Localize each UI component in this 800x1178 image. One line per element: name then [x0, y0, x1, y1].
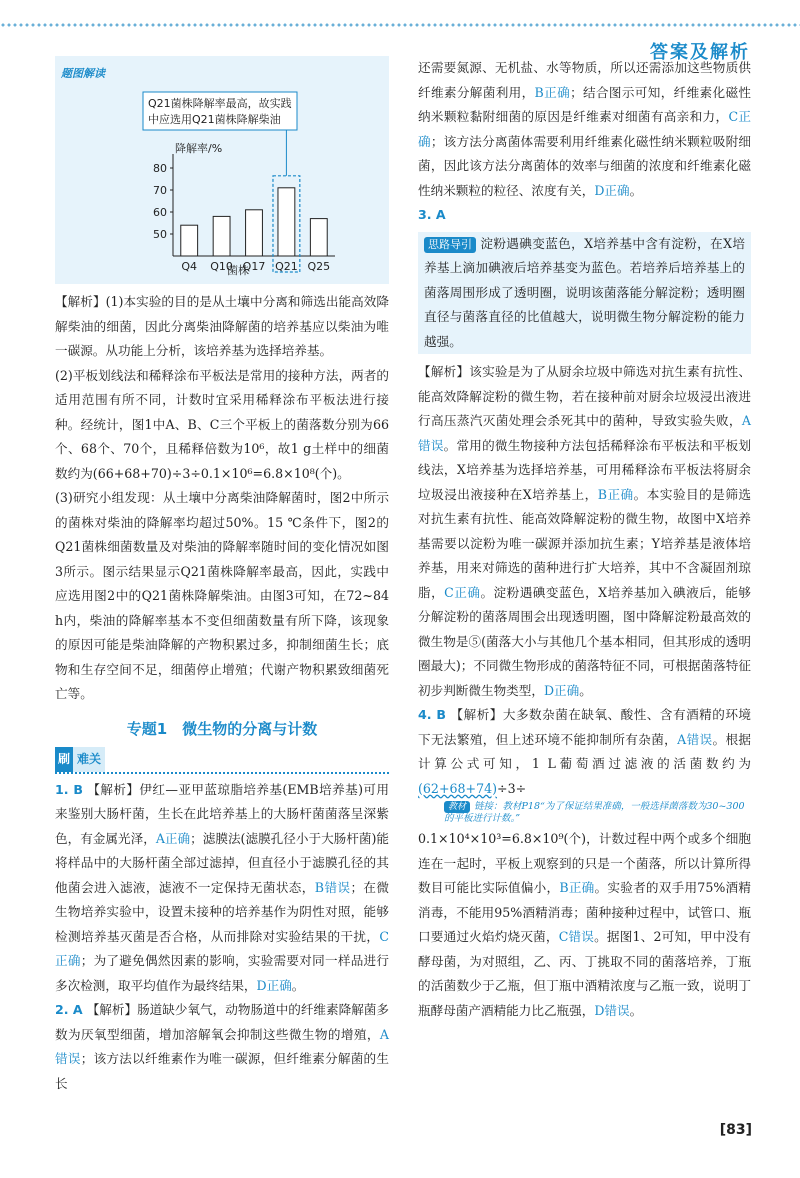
q1-verdict-c: C正确	[55, 928, 389, 968]
q4-formula: (62+68+74)	[418, 780, 498, 796]
q4-text-e: 。实验者的双手用75%酒精消毒，不能用95%酒精消毒；菌种接种过程中，试管口、瓶口要通过火焰灼烧灭菌，	[418, 880, 751, 944]
y-tick-label: 60	[153, 206, 167, 219]
question-1	[55, 778, 389, 999]
y-axis-label: 降解率/%	[175, 142, 223, 155]
r1-verdict-c: C正确	[418, 109, 752, 149]
banner-key: 刷	[55, 747, 73, 772]
q3-answer: 3. A	[418, 207, 446, 222]
right-column	[418, 56, 751, 1023]
question-4-continued	[418, 827, 751, 1023]
x-tick-label: Q10	[210, 260, 233, 273]
analysis-p1: 【解析】(1)本实验的目的是从土壤中分离和筛选出能高效降解柴油的细菌，因此分离柴油降解菌的培养基应以柴油为唯一碳源。从功能上分析，该培养基为选择培养基。	[55, 294, 389, 358]
callout-line-2: 中应选用Q21菌株降解柴油	[148, 113, 281, 126]
q4-verdict-b: B正确	[559, 880, 595, 895]
r1-text-a: 还需要氮源、无机盐、水等物质，所以还需添加这些物质供纤维素分解菌利用，	[418, 60, 751, 100]
guide-tag: 思路导引	[424, 237, 476, 253]
q3-verdict-a: A错误	[418, 413, 751, 453]
analysis-p3: (3)研究小组发现：从土壤中分离柴油降解菌时，图2中所示的菌株对柴油的降解率均超过50%。15 ℃条件下，图2的Q21菌株细菌数量及对柴油的降解率随时间的变化情况如图3所示。图示结果显示Q21菌株降解率最高，因此，实践中应选用图2中的Q21菌株降解柴油。由图3可知，在72~84 h内，柴油的降解率基本不变但细菌数量有所下降，该现象的原因可能是柴油降解的产物积累过多，抑制细菌生长；底物和生存空间不足，细菌停止增殖；代谢产物积累致细菌死亡等。	[55, 490, 389, 701]
section-title: 专题1 微生物的分离与计数	[126, 719, 318, 738]
bar-q10	[213, 216, 230, 256]
q1-text-d: ；为了避免偶然因素的影响，实验需要对同一样品进行多次检测，取平均值作为最终结果，	[55, 953, 390, 993]
q4-text-f: 。据图1、2可知，甲中没有酵母菌，为对照组，乙、丙、丁挑取不同的菌落培养，丁瓶的活菌数少于乙瓶，但丁瓶中酒精浓度与乙瓶一致，说明丁瓶酵母菌产酒精能力比乙瓶强，	[418, 929, 752, 1018]
q4-verdict-d: D错误	[594, 1002, 630, 1018]
r1-text-c: ；该方法分离菌体需要利用纤维素化磁性纳米颗粒吸附细菌，因此该方法分离菌体的效率与细菌的浓度和纤维素化磁性纳米颗粒的粒径、浓度有关，	[418, 133, 752, 198]
y-tick-label: 70	[153, 184, 167, 197]
q1-text-b: ；滤膜法(滤膜孔径小于大肠杆菌)能将样品中的大肠杆菌全部过滤掉，但直径小于滤膜孔径的其他菌会进入滤液，滤液不一定保持无菌状态，	[55, 830, 390, 895]
question-2-continued	[418, 56, 751, 203]
bar-q21	[278, 188, 295, 256]
y-tick-label: 80	[153, 162, 167, 175]
q4-text-a: 【解析】大多数杂菌在缺氧、酸性、含有酒精的环境下无法繁殖，但上述环境不能抑制所有杂菌，	[418, 707, 752, 747]
q3-text-c: 。本实验目的是筛选对抗生素有抗性、能高效降解淀粉的微生物，故图中X培养基需要以淀粉为唯一碳源并添加抗生素；Y培养基是液体培养基，用来对筛选的菌种进行扩大培养，其中不含凝固剂琼脂，	[418, 486, 752, 600]
degradation-bar-chart	[55, 56, 389, 284]
textbook-note	[444, 801, 751, 825]
question-4	[418, 703, 751, 801]
difficulty-banner	[55, 747, 389, 774]
q4-text-g: 。	[629, 1002, 643, 1018]
q4-text-b: 。根据计算公式可知，1 L葡萄酒过滤液的活菌数约为	[418, 731, 752, 771]
note-text: 链接：教材P18“为了保证结果准确，一般选择菌落数为30~300的平板进行计数。”	[444, 801, 745, 824]
bar-q25	[310, 219, 327, 256]
q1-text-e: 。	[291, 977, 305, 993]
q1-verdict-a: A正确	[155, 830, 191, 846]
bar-q4	[181, 225, 198, 256]
x-tick-label: Q17	[242, 260, 266, 273]
header-dotted-rule	[0, 22, 800, 30]
question-3	[418, 360, 751, 703]
q3-text-a: 【解析】该实验是为了从厨余垃圾中筛选对抗生素有抗性、能高效降解淀粉的微生物，若在接种前对厨余垃圾浸出液进行高压蒸汽灭菌处理会杀死其中的菌种，导致实验失败，	[418, 364, 751, 428]
guide-text-row	[424, 232, 745, 355]
q1-verdict-d: D正确	[256, 977, 292, 993]
x-axis-label: 菌株	[227, 264, 249, 277]
x-tick-label: Q25	[307, 260, 331, 273]
q4-text-d: 0.1×10⁴×10³=6.8×10⁹(个)，计数过程中两个或多个细胞连在一起时，平板上观察到的只是一个菌落，所以计算所得数目可能比实际值偏小，	[418, 831, 751, 895]
q2-text-a: 【解析】肠道缺少氧气，动物肠道中的纤维素降解菌多数为厌氧型细菌，增加溶解氧会抑制这些微生物的增殖，	[55, 1002, 389, 1042]
r1-text-b: ；结合图示可知，纤维素化磁性纳米颗粒黏附细菌的原因是纤维素对细菌有高亲和力，	[418, 84, 751, 124]
q4-answer: 4. B	[418, 707, 447, 722]
q2-text-b: ；该方法以纤维素作为唯一碳源，但纤维素分解菌的生长	[55, 1051, 390, 1091]
q3-verdict-d: D正确	[543, 682, 580, 698]
bar-q17	[246, 210, 263, 256]
q4-verdict-c: C错误	[558, 929, 595, 944]
banner-text: 难关	[73, 747, 105, 772]
q1-text-c: ；在微生物培养实验中，设置未接种的培养基作为阴性对照，能够检测培养基灭菌是否合格，从而排除对实验结果的干扰，	[55, 879, 390, 944]
r1-verdict-d: D正确	[594, 182, 630, 198]
q3-text-e: 。	[579, 682, 592, 698]
page-number: [83]	[719, 1122, 752, 1138]
figure-panel	[55, 56, 389, 284]
q2-verdict-a: A错误	[55, 1026, 389, 1066]
q1-text-a: 【解析】伊红—亚甲蓝琼脂培养基(EMB培养基)可用来鉴别大肠杆菌，生长在此培养基上的大肠杆菌菌落呈深紫色，有金属光泽，	[55, 781, 390, 846]
guide-text: 淀粉遇碘变蓝色，X培养基中含有淀粉，在X培养基上滴加碘液后培养基变为蓝色。若培养后培养基上的菌落周围形成了透明圈，说明该菌落能分解淀粉；透明圈直径与菌落直径的比值越大，说明微生物分解淀粉的能力越强。	[424, 235, 745, 349]
question-2	[55, 998, 389, 1096]
q4-text-c: ÷3÷	[497, 780, 527, 796]
r1-verdict-b: B正确	[534, 84, 571, 100]
q3-verdict-c: C正确	[444, 584, 481, 600]
q1-answer: 1. B	[55, 781, 83, 797]
analysis-p2: (2)平板划线法和稀释涂布平板法是常用的接种方法，两者的适用范围有所不同，计数时宜采用稀释涂布平板法进行接种。经统计，图1中A、B、C三个平板上的菌落数分别为66个、68个、70个，且稀释倍数为10⁶，故1 g土样中的细菌数约为(66+68+70)÷3÷0.1×10⁶=6.8×10⁸(个)。	[55, 367, 389, 481]
y-tick-label: 50	[153, 228, 167, 241]
q3-text-d: 。淀粉遇碘变蓝色，X培养基加入碘液后，能够分解淀粉的菌落周围会出现透明圈，图中降解淀粉最高效的微生物是⑤(菌落大小与其他几个基本相同，但其形成的透明圈最大)；不同微生物形成的菌落特征不同，可根据菌落特征初步判断微生物类型，	[418, 584, 752, 698]
q4-verdict-a: A错误	[677, 731, 713, 747]
x-tick-label: Q4	[181, 260, 198, 273]
q2-answer: 2. A	[55, 1002, 83, 1017]
q3-verdict-b: B正确	[597, 486, 634, 502]
question-3-header	[418, 203, 751, 228]
left-column	[55, 56, 389, 1096]
x-tick-label: Q21	[275, 260, 298, 273]
page-header-title: 答案及解析	[650, 42, 750, 63]
figure-label: 题图解读	[61, 67, 105, 80]
q1-verdict-b: B错误	[314, 879, 351, 895]
r1-text-d: 。	[629, 182, 643, 198]
callout-line-1: Q21菌株降解率最高，故实践	[148, 97, 292, 110]
q3-text-b: 。常用的微生物接种方法包括稀释涂布平板法和平板划线法，X培养基为选择培养基，可用稀释涂布平板法将厨余垃圾浸出液接种在X培养基上，	[418, 437, 752, 502]
thinking-guide	[418, 232, 751, 355]
note-tag: 教材	[444, 801, 470, 813]
